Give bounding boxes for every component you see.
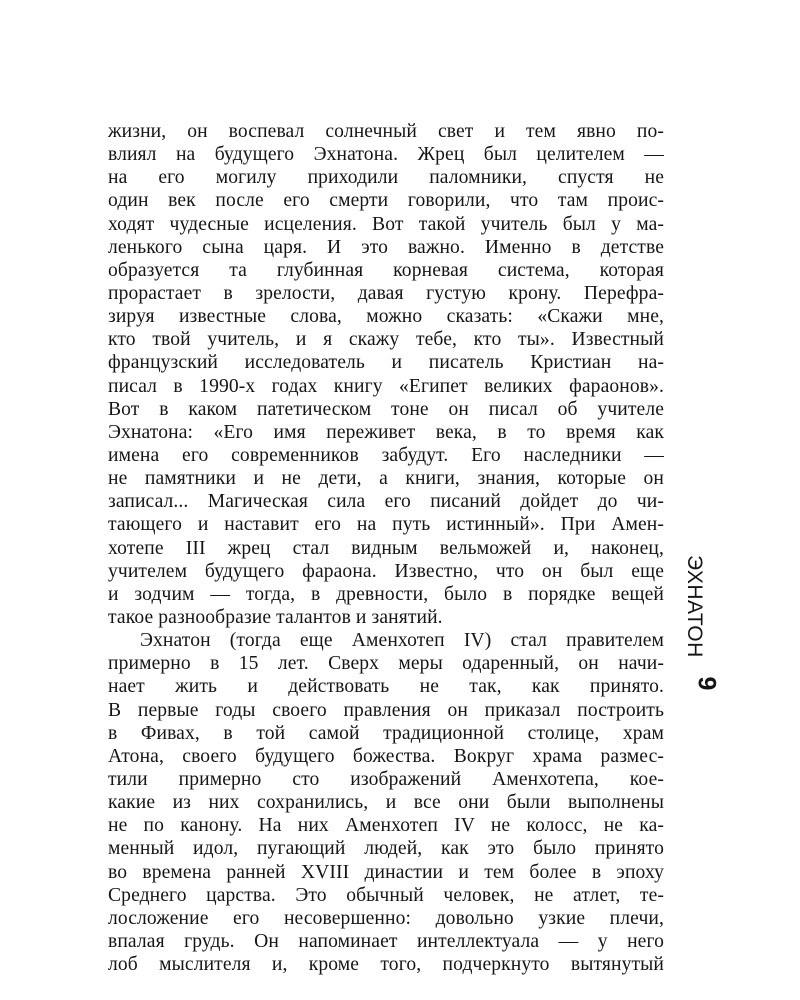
text-line: записал... Магическая сила его писаний дойдет до чи- xyxy=(108,491,664,513)
text-line: не памятники и не дети, а книги, знания, которые он xyxy=(108,468,664,490)
text-line: во времена ранней XVIII династии и тем более в эпоху xyxy=(108,861,664,883)
text-line: в Фивах, в той самой традиционной столице, храм xyxy=(108,722,664,744)
text-line: примерно в 15 лет. Сверх меры одаренный, он начи- xyxy=(108,653,664,675)
text-line: французский исследователь и писатель Кристиан на- xyxy=(108,352,664,374)
text-line: Эхнатон (тогда еще Аменхотеп IV) стал правителем xyxy=(140,630,664,652)
text-line: менный идол, пугающий людей, как это было принято xyxy=(108,838,664,860)
running-title: ЭХНАТОН xyxy=(683,555,706,658)
text-line: тающего и наставит его на путь истинный». При Амен- xyxy=(108,514,664,536)
text-line: Вот в каком патетическом тоне он писал об учителе xyxy=(108,398,664,420)
text-line: один век после его смерти говорили, что там проис- xyxy=(108,190,664,212)
text-line: какие из них сохранились, и все они были выполнены xyxy=(108,792,664,814)
text-line: зируя известные слова, можно сказать: «Скажи мне, xyxy=(108,306,664,328)
text-line: Эхнатона: «Его имя переживет века, в то время как xyxy=(108,421,664,443)
text-line: нает жить и действовать не так, как принято. xyxy=(108,676,664,698)
text-line: впалая грудь. Он напоминает интеллектуала — у него xyxy=(108,930,664,952)
text-line: В первые годы своего правления он приказал построить xyxy=(108,699,664,721)
text-line: образуется та глубинная корневая система, которая xyxy=(108,259,664,281)
text-line: жизни, он воспевал солнечный свет и тем явно по- xyxy=(108,121,664,142)
paragraph xyxy=(108,120,664,629)
text-line: и зодчим — тогда, в древности, было в порядке вещей xyxy=(108,583,664,605)
text-line: такое разнообразие талантов и занятий. xyxy=(108,606,443,628)
body-text xyxy=(108,120,664,976)
text-line: писал в 1990-х годах книгу «Египет великих фараонов». xyxy=(108,375,664,397)
text-line: лоб мыслителя и, кроме того, подчеркнуто вытянутый xyxy=(108,954,664,976)
text-line: Среднего царства. Это обычный человек, не атлет, те- xyxy=(108,884,664,906)
text-line: имена его современников забудут. Его наследники — xyxy=(108,444,664,466)
text-line: лосложение его несовершенно: довольно узкие плечи, xyxy=(108,907,664,929)
paragraph xyxy=(108,629,664,976)
text-line: ленького сына царя. И это важно. Именно в детстве xyxy=(108,236,664,258)
text-line: не по канону. На них Аменхотеп IV не колосс, не ка- xyxy=(108,815,664,837)
text-line: хотепе III жрец стал видным вельможей и, наконец, xyxy=(108,537,664,559)
text-line: прорастает в зрелости, давая густую крону. Перефра- xyxy=(108,282,664,304)
page-margin-header xyxy=(683,555,726,695)
text-line: влиял на будущего Эхнатона. Жрец был целителем — xyxy=(108,144,664,166)
text-line: тили примерно сто изображений Аменхотепа, кое- xyxy=(108,768,664,790)
text-line: ходят чудесные исцеления. Вот такой учитель был у ма- xyxy=(108,213,664,235)
text-line: учителем будущего фараона. Известно, что он был еще xyxy=(108,560,664,582)
text-line: на его могилу приходили паломники, спустя не xyxy=(108,167,664,189)
page-number: 9 xyxy=(692,676,721,691)
text-line: кто твой учитель, и я скажу тебе, кто ты». Известный xyxy=(108,329,664,351)
text-line: Атона, своего будущего божества. Вокруг храма размес- xyxy=(108,745,664,767)
